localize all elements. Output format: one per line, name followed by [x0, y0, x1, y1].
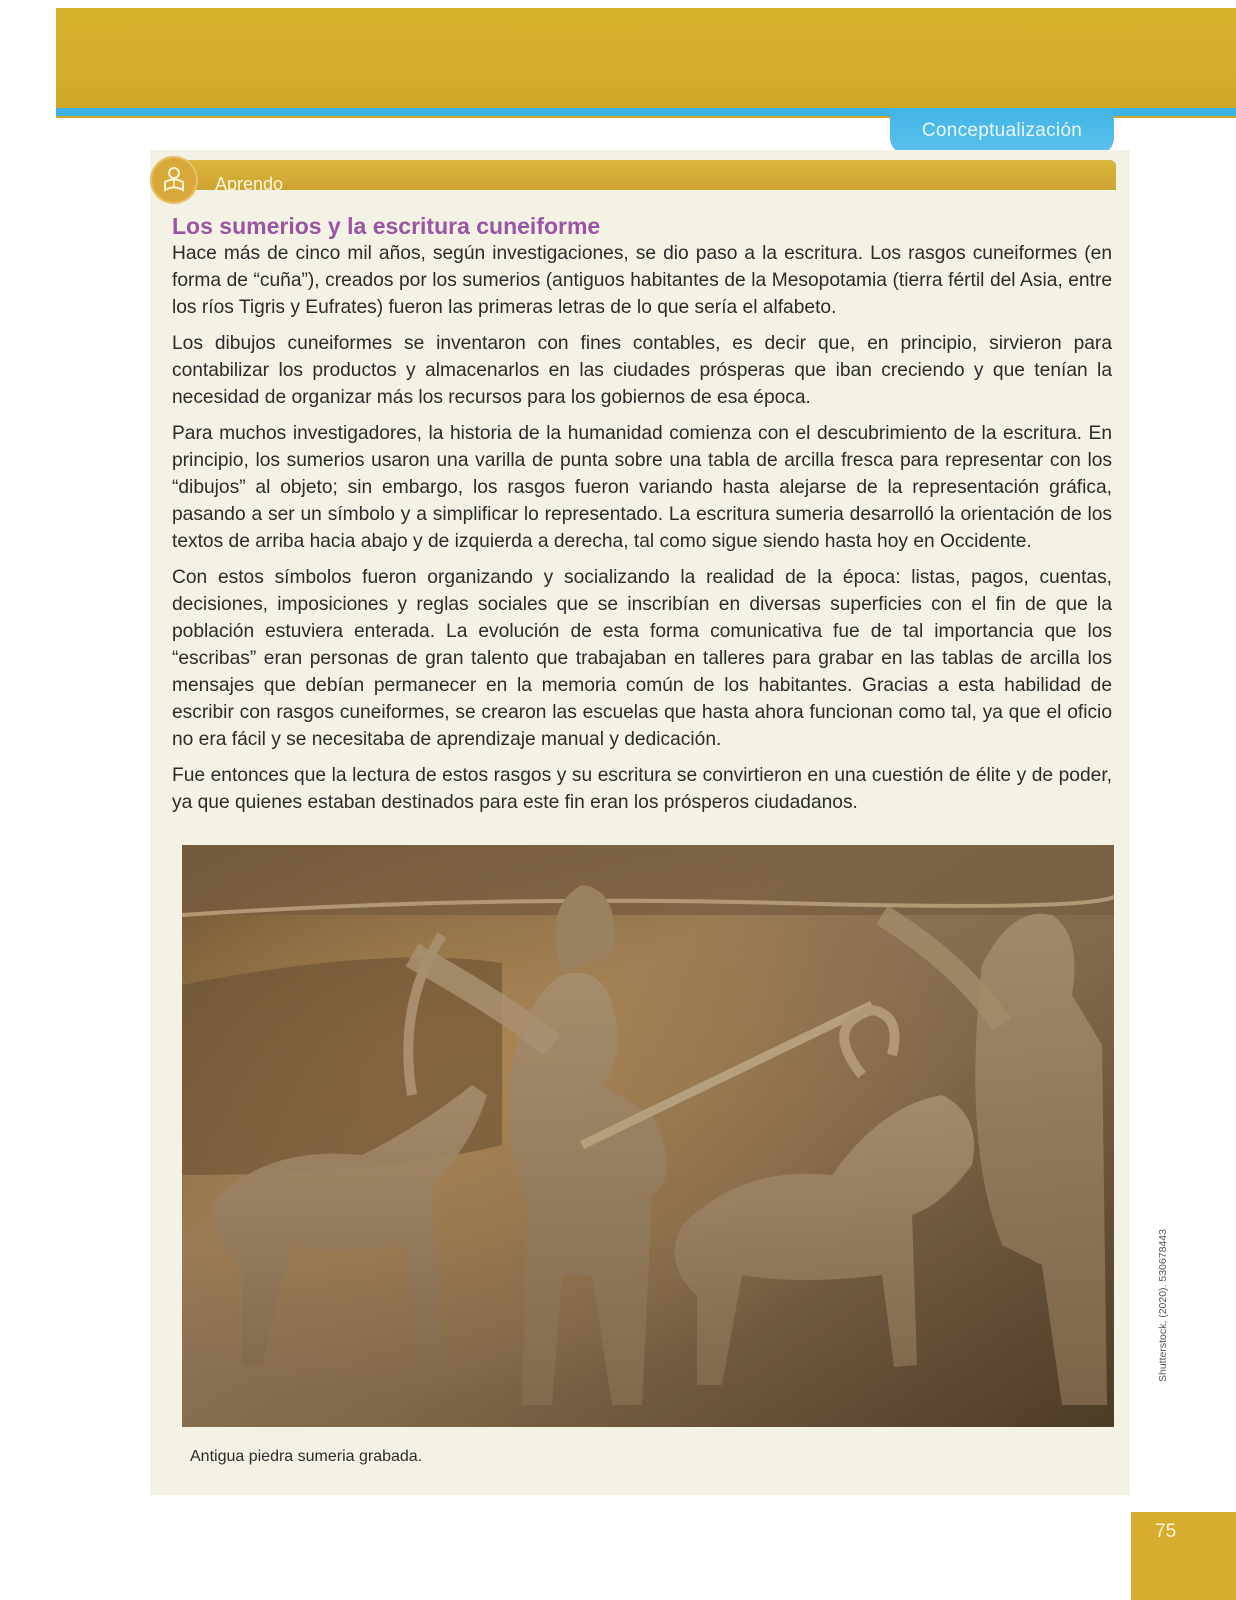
paragraph: Para muchos investigadores, la historia de la humanidad comienza con el descubrimiento de la escritura. En principio, los sumerios usaron una varilla de punta sobre una tabla de arcilla fresca para representar con los “dibujos” al objeto; sin embargo, los rasgos fueron variando hasta alejarse de la representación gráfica, pasando a ser un símbolo y a simplificar lo representado. La escritura sumeria desarrolló la orientación de los textos de arriba hacia abajo y de izquierda a derecha, tal como sigue siendo hasta hoy en Occidente. — [172, 423, 1112, 552]
figure-caption: Antigua piedra sumeria grabada. — [190, 1448, 423, 1465]
section-tab — [890, 108, 1114, 154]
page-number: 75 — [1155, 1521, 1177, 1542]
paragraph: Fue entonces que la lectura de estos rasgos y su escritura se convirtieron en una cuestión de élite y de poder, ya que quienes estaban destinados para este fin eran los prósperos ciudadanos. — [172, 765, 1112, 813]
sumerian-relief-photo — [182, 845, 1114, 1427]
paragraph: Con estos símbolos fueron organizando y socializando la realidad de la época: listas, pagos, cuentas, decisiones, imposiciones y reglas sociales que se inscribían en diversas superficies con el fin de que la población estuviera enterada. La evolución de esta forma comunicativa fue de tal importancia que los “escribas” eran personas de gran talento que trabajaban en talleres para grabar en las tablas de arcilla los mensajes que debían permanecer en la memoria común de los habitantes. Gracias a esta habilidad de escribir con rasgos cuneiformes, se crearon las escuelas que hasta ahora funcionan como tal, ya que el oficio no era fácil y se necesitaba de aprendizaje manual y dedicación. — [172, 567, 1112, 750]
page-number-box — [1131, 1512, 1236, 1600]
photo-credit: Shutterstock, (2020). 530678443 — [1157, 1229, 1169, 1382]
article-body — [172, 240, 1112, 825]
aprendo-label: Aprendo — [215, 174, 284, 194]
header-band — [56, 8, 1236, 118]
paragraph: Los dibujos cuneiformes se inventaron con fines contables, es decir que, en principio, sirvieron para contabilizar los productos y almacenarlos en las ciudades prósperas que iban creciendo y que tenían la necesidad de organizar más los recursos para los gobiernos de esa época. — [172, 333, 1112, 408]
paragraph: Hace más de cinco mil años, según investigaciones, se dio paso a la escritura. Los rasgos cuneiformes (en forma de “cuña”), creados por los sumerios (antiguos habitantes de la Mesopotamia (tierra fértil del Asia, entre los ríos Tigris y Eufrates) fueron las primeras letras de lo que sería el alfabeto. — [172, 243, 1112, 318]
aprendo-bar — [170, 160, 1116, 190]
section-label: Conceptualización — [921, 120, 1083, 141]
student-reading-icon — [150, 156, 198, 204]
article-title: Los sumerios y la escritura cuneiforme — [172, 213, 601, 239]
